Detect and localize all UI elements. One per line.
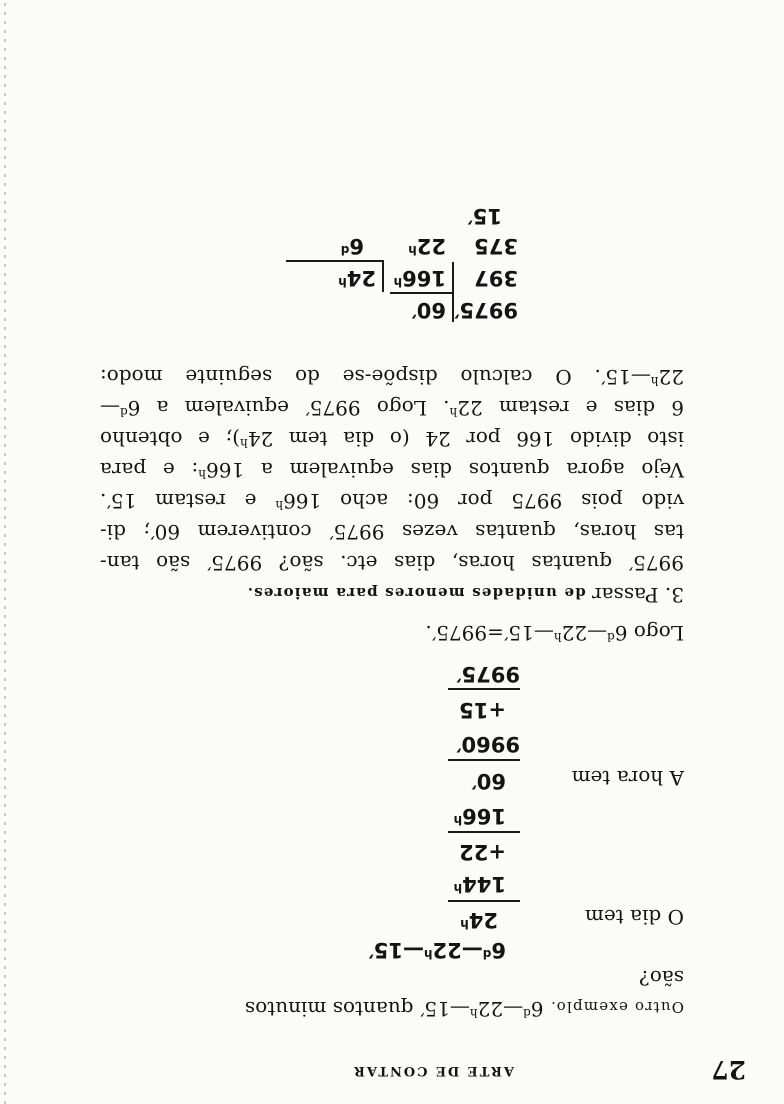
- conclusion: Logo $6^d—22^h—15'=9975'$.: [425, 621, 684, 645]
- division-rule-1: [390, 292, 454, 294]
- section-title-word: Passar: [592, 583, 659, 607]
- page-number: 27: [711, 1055, 746, 1084]
- sum-144h: 144$^h$: [453, 872, 506, 896]
- sum-9975: 9975′: [456, 662, 520, 686]
- division-397: 397: [474, 266, 518, 290]
- sum-top: 6$^d$—22$^h$—15′: [368, 938, 506, 962]
- division-remainder-22h: 22$^h$: [408, 234, 446, 258]
- para-line-6: 6 dias e restam 22$^h$. Logo 9975′ equivalem a 6$^d$—: [100, 396, 684, 420]
- sum-rule-2: [448, 831, 520, 833]
- sum-166h: 166$^h$: [453, 804, 506, 828]
- division-divisor-24h: 24$^h$: [338, 266, 376, 290]
- division-rule-2: [286, 260, 384, 262]
- running-title: ARTE DE CONTAR: [352, 1063, 514, 1078]
- sum-rule-4: [448, 688, 520, 690]
- division-divisor-60: 60′: [411, 298, 446, 322]
- division-quotient-6d: 6$^d$: [340, 234, 364, 258]
- section-heading: [247, 577, 684, 610]
- division-bar-2: [382, 260, 384, 292]
- sum-60: 60′: [471, 769, 506, 793]
- sum-plus15: +15: [459, 698, 506, 722]
- para-line-5: isto divido 166 por 24 (o dia tem 24$^h$); e obtenho: [100, 427, 684, 451]
- para-line-2: tas horas, quantas vezes 9975′ contiverem 60′; di-: [100, 520, 684, 544]
- sum-24h: 24$^h$: [460, 908, 498, 932]
- para-line-1: 9975′ quantas horas, dias etc. são? 9975′ são tan-: [100, 551, 684, 575]
- section-title: de unidades menores para maiores.: [246, 584, 586, 602]
- example-question-end: são?: [639, 966, 684, 990]
- days-label: O dia tem: [584, 905, 684, 929]
- division-remainder-15: 15′: [467, 204, 502, 228]
- division-dividend: 9975′: [454, 298, 518, 322]
- sum-9960: 9960′: [456, 732, 520, 756]
- division-quotient-166h: 166$^h$: [393, 266, 446, 290]
- example-heading-line: [245, 991, 684, 1024]
- example-heading: Outro exemplo.: [549, 998, 684, 1016]
- para-line-3: vido pois 9975 por 60: acho 166$^h$ e restam 15′.: [99, 489, 684, 513]
- division-375: 375: [474, 234, 518, 258]
- para-line-7: 22$^h$—15′. O calculo dispõe-se do seguinte modo:: [100, 365, 684, 389]
- sum-plus22: +22: [459, 840, 506, 864]
- section-number: 3.: [664, 583, 684, 607]
- sum-rule-1: [448, 900, 520, 902]
- sum-rule-3: [448, 759, 520, 761]
- example-question: 6$^d$—22$^h$—15′ quantos minutos: [244, 997, 544, 1021]
- page-edge: [4, 0, 6, 1104]
- hour-label: A hora tem: [571, 766, 684, 790]
- para-line-4: Vejo agora quantos dias equivalem a 166$^h$: e para: [99, 458, 684, 482]
